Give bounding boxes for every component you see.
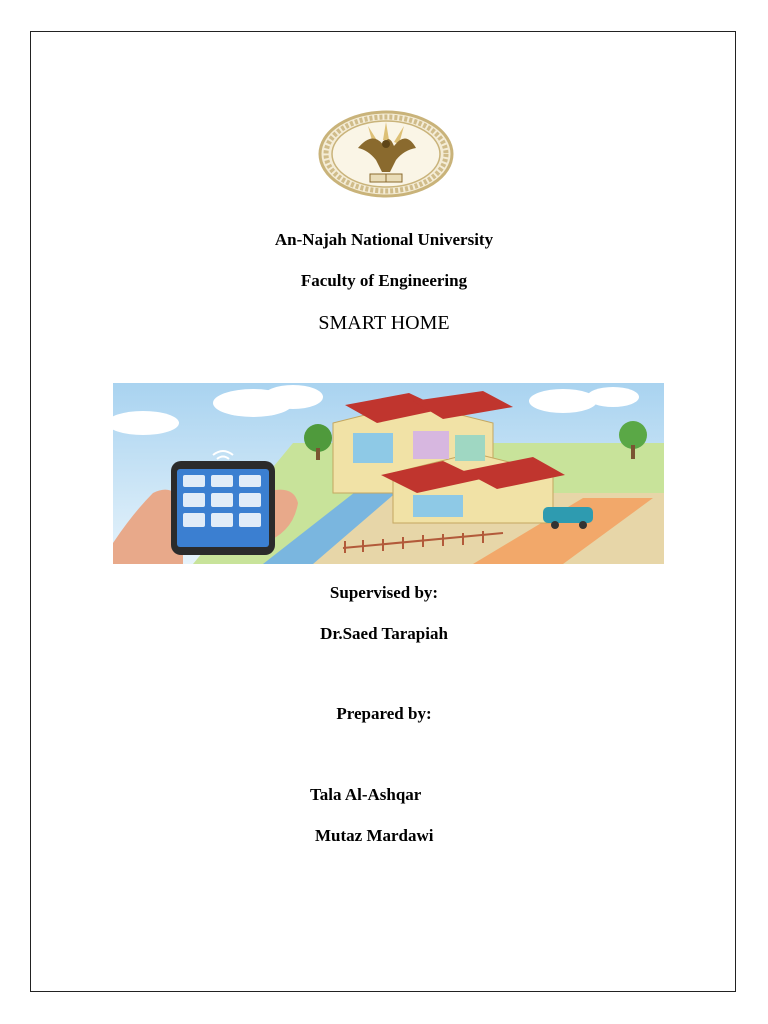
supervised-by-label: Supervised by: xyxy=(329,583,439,602)
university-seal-icon xyxy=(318,110,454,198)
document-title: SMART HOME xyxy=(318,312,450,334)
faculty-name: Faculty of Engineering xyxy=(300,271,468,290)
prepared-by-label: Prepared by: xyxy=(336,704,432,723)
supervisor-name: Dr.Saed Tarapiah xyxy=(320,624,448,643)
author-name: Tala Al-Ashqar xyxy=(310,785,422,804)
author-name: Mutaz Mardawi xyxy=(315,826,434,845)
university-name: An-Najah National University xyxy=(274,230,494,249)
smart-home-illustration xyxy=(113,383,664,564)
